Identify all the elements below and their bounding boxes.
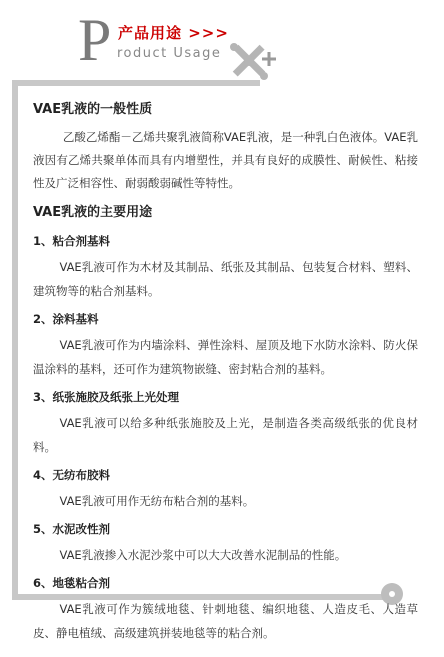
- usage-heading-4: 4、无纺布胶料: [33, 468, 111, 482]
- usage-text-3: VAE乳液可以给多种纸张施胶及上光，是制造各类高级纸张的优良材料。: [33, 416, 418, 454]
- page-title: 产品用途 >>>: [118, 24, 229, 42]
- usage-heading-5: 5、水泥改性剂: [33, 522, 111, 536]
- small-cross-decoration-icon: [262, 52, 276, 66]
- section-usage-title: VAE乳液的主要用途: [33, 205, 153, 220]
- frame-top-border: [12, 80, 260, 86]
- usage-heading-2: 2、涂料基料: [33, 312, 99, 326]
- usage-heading-3: 3、纸张施胶及纸张上光处理: [33, 390, 180, 404]
- usage-text-2: VAE乳液可作为内墙涂料、弹性涂料、屋顶及地下水防水涂料、防火保温涂料的基料，还可作为建筑物嵌缝、密封粘合剂的基料。: [33, 338, 418, 376]
- frame-left-border: [12, 80, 18, 600]
- usage-text-5: VAE乳液掺入水泥沙浆中可以大大改善水泥制品的性能。: [59, 548, 347, 562]
- usage-text-4: VAE乳液可用作无纺布粘合剂的基料。: [59, 494, 255, 508]
- main-content: [33, 100, 418, 647]
- usage-text-6: VAE乳液可作为簇绒地毯、针刺地毯、编织地毯、人造皮毛、人造草皮、静电植绒、高级建筑拼装地毯等的粘合剂。: [33, 602, 418, 640]
- usage-heading-1: 1、粘合剂基料: [33, 234, 111, 248]
- page-subtitle: roduct Usage: [117, 46, 222, 61]
- usage-heading-6: 6、地毯粘合剂: [33, 576, 111, 590]
- header-letter: P: [78, 7, 112, 73]
- section-general-title: VAE乳液的一般性质: [33, 102, 153, 117]
- usage-text-1: VAE乳液可作为木材及其制品、纸张及其制品、包装复合材料、塑料、建筑物等的粘合剂基料。: [33, 260, 418, 298]
- section-general-text: 乙酸乙烯酯－乙烯共聚乳液简称VAE乳液，是一种乳白色液体。VAE乳液因有乙烯共聚单体而具有内增塑性，并具有良好的成膜性、耐候性、粘接性及广泛相容性、耐弱酸弱碱性等特性。: [33, 130, 418, 190]
